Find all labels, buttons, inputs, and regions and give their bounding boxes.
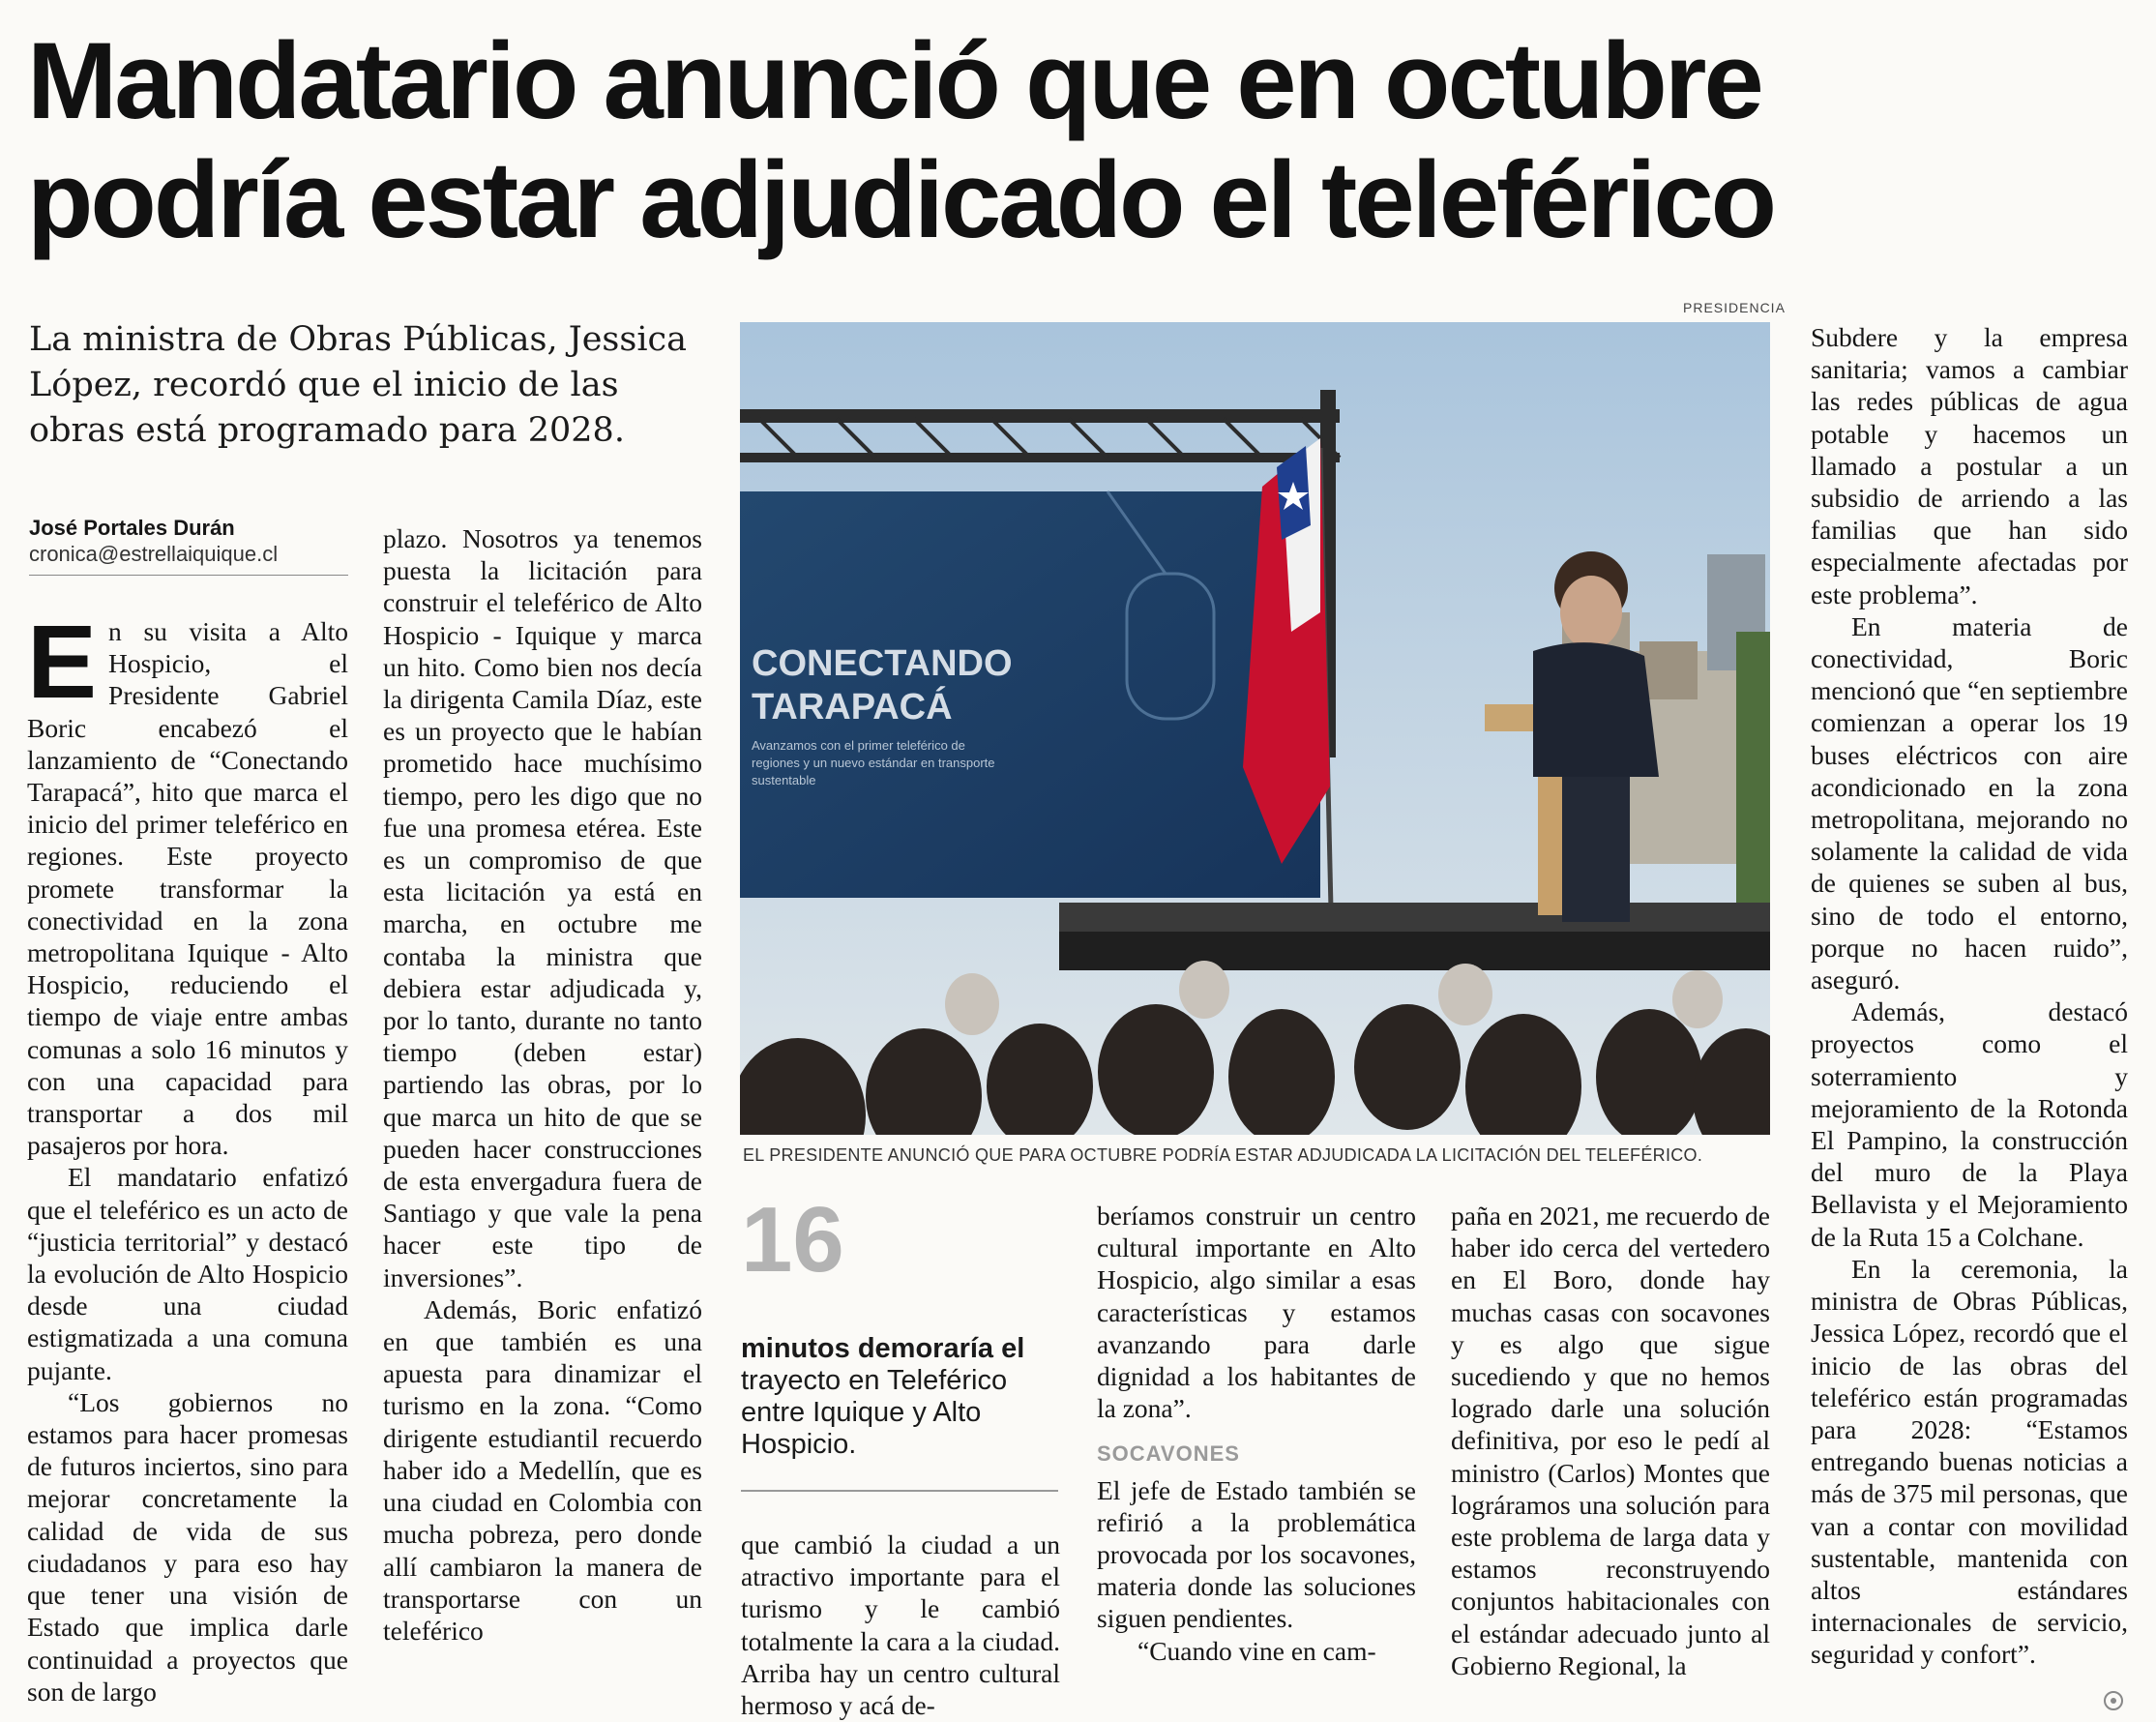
paragraph: En materia de conectividad, Boric mencionó que “en septiembre comienzan a operar los 19 buses eléctricos con aire acondicionado en la zona metropolitana, mejorando no solamente la calidad de vida de quienes se suben al bus, sino de todo el entorno, porque no hacen ruido”, aseguró. [1811, 610, 2128, 995]
fact-text [741, 1333, 1070, 1461]
screen-title-2: TARAPACÁ [752, 687, 953, 727]
speaker [1533, 642, 1659, 777]
article-column-6 [1811, 321, 2128, 1671]
article-column-2 [383, 522, 702, 1647]
paragraph: “Cuando vine en cam- [1137, 1635, 1376, 1666]
headline-line-2: podría estar adjudicado el teleférico [27, 139, 1775, 260]
event-photo-illustration [740, 322, 1770, 1135]
screen-subtitle-3: sustentable [752, 773, 816, 787]
photo-credit: PRESIDENCIA [1683, 300, 1786, 315]
article-column-4 [1097, 1200, 1416, 1667]
paragraph: beríamos construir un centro cultural importante en Alto Hospicio, algo similar a esas características y estamos avanzando para darle dignidad a los habitantes de la zona”. [1097, 1201, 1416, 1424]
section-subhead: SOCAVONES [1097, 1441, 1240, 1467]
fact-regular-text: trayecto en Teleférico entre Iquique y Alto Hospicio. [741, 1365, 1008, 1460]
paragraph: En su visita a Alto Hospicio, el Presidente Gabriel Boric encabezó el lanzamiento de “Conectando Tarapacá”, hito que marca el inicio del primer teleférico en regiones. Este proyecto promete transformar la conectividad en la zona metropolitana Iquique - Alto Hospicio, reduciendo el tiempo de viaje entre ambas comunas a solo 16 minutos y con una capacidad para transportar a dos mil pasajeros por hora. [27, 603, 348, 1161]
factbox-divider [741, 1490, 1058, 1492]
screen-title-1: CONECTANDO [752, 643, 1013, 684]
author-name: José Portales Durán [29, 516, 235, 540]
fact-number: 16 [741, 1188, 844, 1292]
byline [29, 515, 348, 576]
paragraph: Además, destacó proyectos como el soterramiento y mejoramiento de la Rotonda El Pampino, la construcción del muro de la Playa Bellavista y el Mejoramiento de la Ruta 15 a Colchane. [1811, 996, 2128, 1252]
paragraph: En la ceremonia, la ministra de Obras Públicas, Jessica López, recordó que el inicio de las obras del teleférico están programadas para 2028: “Estamos entregando buenas noticias a más de 375 mil personas, que van a contar con movilidad sustentable, mantenida con altos estándares internacionales de servicio, seguridad y confort”. [1811, 1253, 2128, 1670]
end-of-article-icon [2104, 1691, 2123, 1710]
paragraph: plazo. Nosotros ya tenemos puesta la licitación para construir el teleférico de Alto Hospicio - Iquique y marca un hito. Como bien nos decía la dirigenta Camila Díaz, este es un proyecto que le habían prometido hace muchísimo tiempo, pero les digo que no fue una promesa etérea. Este es un compromiso de que esta licitación ya está en marcha, en octubre me contaba la ministra que debiera estar adjudicada y, por lo tanto, durante no tanto tiempo (deben estar) partiendo las obras, por lo que marca un hito de que se pueden hacer construcciones de esta envergadura fuera de Santiago y que vale la pena hacer este tipo de inversiones”. [383, 523, 702, 1292]
paragraph: El jefe de Estado también se refirió a la problemática provocada por los socavones, materia donde las soluciones siguen pendientes. [1097, 1474, 1416, 1634]
paragraph: que cambió la ciudad a un atractivo importante para el turismo y le cambió totalmente la cara a la ciudad. Arriba hay un centro cultural hermoso y acá de- [741, 1529, 1060, 1721]
paragraph: El mandatario enfatizó que el teleférico es un acto de “justicia territorial” y destacó la evolución de Alto Hospicio desde una ciudad estigmatizada a una comuna pujante. [27, 1162, 348, 1385]
screen-subtitle-2: regiones y un nuevo estándar en transporte [752, 756, 995, 770]
paragraph: Además, Boric enfatizó en que también es una apuesta para dinamizar el turismo en la zona. “Como dirigente estudiantil recuerdo haber ido a Medellín, que es una ciudad en Colombia con mucha pobreza, pero donde allí cambiaron la manera de transportarse con un teleférico [383, 1293, 702, 1646]
article-column-5 [1451, 1200, 1770, 1681]
author-email: cronica@estrellaiquique.cl [29, 542, 279, 566]
article-column-1 [27, 603, 348, 1707]
screen-subtitle-1: Avanzamos con el primer teleférico de [752, 738, 965, 753]
drop-cap: E [27, 603, 98, 720]
deck: La ministra de Obras Públicas, Jessica López, recordó que el inicio de las obras está programado para 2028. [29, 320, 688, 450]
paragraph: paña en 2021, me recuerdo de haber ido cerca del vertedero en El Boro, donde hay muchas casas con socavones y es algo que sigue sucediendo y que no hemos logrado darle una solución definitiva, por eso le pedí al ministro (Carlos) Montes que lográramos una solución para este problema de larga data y estamos reconstruyendo conjuntos habitacionales con el estándar adecuado junto al Gobierno Regional, la [1451, 1201, 1770, 1680]
fact-bold-text: minutos demoraría el [741, 1333, 1025, 1364]
headline-line-1: Mandatario anunció que en octubre [27, 20, 1761, 141]
paragraph: “Los gobiernos no estamos para hacer promesas de futuros inciertos, sino para mejorar concretamente la calidad de vida de sus ciudadanos y para eso hay que tener una visión de Estado que implica darle continuidad a proyectos que son de largo [27, 1386, 348, 1707]
news-photo [740, 322, 1770, 1135]
headline [27, 21, 2136, 259]
article-column-3 [741, 1529, 1060, 1721]
paragraph: Subdere y la empresa sanitaria; vamos a cambiar las redes públicas de agua potable y hacemos un llamado a postular a un subsidio de arriendo a las familias que han sido especialmente afectadas por este problema”. [1811, 322, 2128, 609]
photo-caption: EL PRESIDENTE ANUNCIÓ QUE PARA OCTUBRE PODRÍA ESTAR ADJUDICADA LA LICITACIÓN DEL TELEFÉRICO. [743, 1145, 1703, 1165]
